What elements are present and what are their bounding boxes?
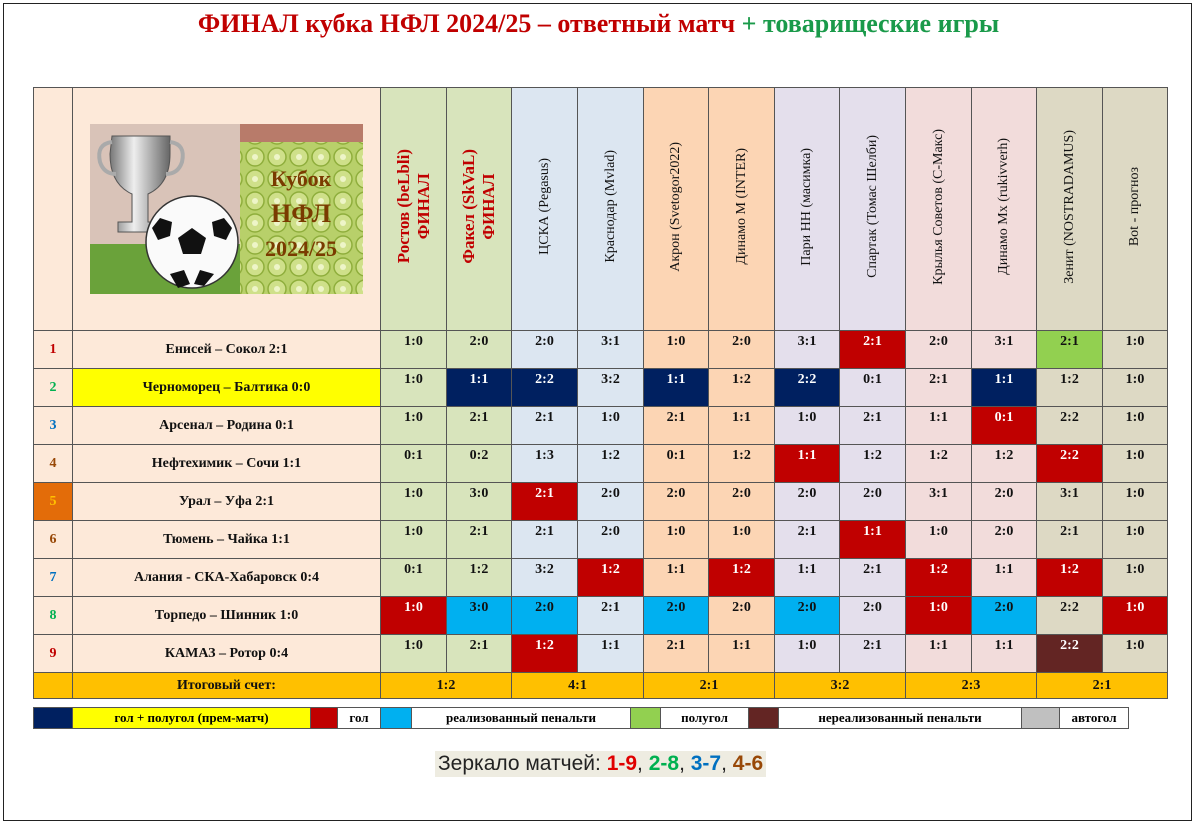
match-name: Арсенал – Родина 0:1: [73, 407, 381, 445]
match-name: Черноморец – Балтика 0:0: [73, 369, 381, 407]
page-title: [0, 9, 1197, 39]
prediction-cell: 1:0: [1103, 597, 1168, 635]
title-friendly: + товарищеские игры: [741, 9, 1000, 38]
total-score: 1:2: [381, 673, 512, 699]
legend-goal: гол: [338, 708, 381, 729]
match-name: Алания - СКА-Хабаровск 0:4: [73, 559, 381, 597]
prediction-cell: 3:1: [906, 483, 972, 521]
prediction-cell: 2:0: [512, 331, 578, 369]
prediction-cell: 2:2: [1037, 407, 1103, 445]
prediction-cell: 1:1: [578, 635, 644, 673]
prediction-cell: 1:1: [775, 445, 840, 483]
column-header: [972, 88, 1037, 331]
prediction-cell: 2:1: [840, 559, 906, 597]
column-team: Спартак (Томас Шелби): [864, 135, 880, 278]
table-row: [34, 445, 1168, 483]
prediction-cell: 2:1: [447, 521, 512, 559]
header-row: [34, 88, 1168, 331]
column-team: Ростов (beLbli): [393, 149, 413, 264]
prediction-cell: 1:2: [972, 445, 1037, 483]
prediction-cell: 3:0: [447, 483, 512, 521]
prediction-cell: 2:0: [578, 483, 644, 521]
prediction-cell: 1:1: [972, 369, 1037, 407]
prediction-cell: 1:2: [840, 445, 906, 483]
logo-line-2: НФЛ: [271, 199, 331, 228]
totals-label: Итоговый счет:: [73, 673, 381, 699]
prediction-cell: 2:1: [1037, 521, 1103, 559]
column-team: Пари НН (масимка): [799, 147, 814, 266]
prediction-cell: 2:1: [512, 521, 578, 559]
prediction-cell: 2:1: [1037, 331, 1103, 369]
prediction-cell: 2:0: [840, 483, 906, 521]
prediction-cell: 2:1: [840, 635, 906, 673]
prediction-cell: 1:2: [447, 559, 512, 597]
prediction-cell: 1:2: [578, 559, 644, 597]
prediction-cell: 2:0: [644, 597, 709, 635]
column-team: Динамо Мх (rukivverh): [996, 138, 1011, 275]
prediction-cell: 2:0: [644, 483, 709, 521]
prediction-cell: 1:0: [381, 483, 447, 521]
column-header: [840, 88, 906, 331]
prediction-cell: 2:0: [578, 521, 644, 559]
total-score: 2:1: [644, 673, 775, 699]
prediction-cell: 1:0: [578, 407, 644, 445]
prediction-cell: 0:1: [840, 369, 906, 407]
prediction-cell: 3:1: [775, 331, 840, 369]
prediction-cell: 2:0: [709, 331, 775, 369]
table-row: [34, 597, 1168, 635]
prediction-cell: 2:2: [1037, 597, 1103, 635]
header-logo-cell: [73, 88, 381, 331]
prediction-cell: 1:0: [381, 597, 447, 635]
prediction-cell: 2:1: [447, 407, 512, 445]
column-header: [906, 88, 972, 331]
column-team: Зенит (NOSTRADAMUS): [1061, 129, 1077, 284]
table-row: [34, 331, 1168, 369]
prediction-cell: 1:2: [709, 559, 775, 597]
prediction-cell: 1:1: [906, 407, 972, 445]
table-row: [34, 483, 1168, 521]
prediction-cell: 2:0: [972, 483, 1037, 521]
prediction-cell: 1:0: [709, 521, 775, 559]
column-title: [931, 129, 947, 285]
prediction-cell: 1:2: [906, 445, 972, 483]
row-number: 5: [34, 483, 73, 521]
prediction-cell: 2:2: [512, 369, 578, 407]
prediction-cell: 1:0: [1103, 635, 1168, 673]
totals-corner: [34, 673, 73, 699]
prediction-cell: 1:1: [972, 635, 1037, 673]
prediction-cell: 2:1: [447, 635, 512, 673]
prediction-cell: 2:1: [578, 597, 644, 635]
prediction-cell: 2:1: [775, 521, 840, 559]
prediction-cell: 1:0: [1103, 521, 1168, 559]
prediction-cell: 1:0: [775, 407, 840, 445]
prediction-cell: 1:1: [644, 559, 709, 597]
total-score: 3:2: [775, 673, 906, 699]
column-team: Динамо М (INTER): [733, 148, 749, 265]
prediction-cell: 2:1: [840, 331, 906, 369]
row-number: 8: [34, 597, 73, 635]
prediction-cell: 2:0: [775, 597, 840, 635]
prediction-cell: 2:0: [709, 483, 775, 521]
row-number: 4: [34, 445, 73, 483]
prediction-cell: 2:0: [709, 597, 775, 635]
prediction-cell: 1:2: [709, 369, 775, 407]
header-corner: [34, 88, 73, 331]
column-title: [865, 135, 881, 278]
legend-own: автогол: [1060, 708, 1129, 729]
match-name: КАМАЗ – Ротор 0:4: [73, 635, 381, 673]
column-title: [1127, 167, 1143, 246]
column-tag: ФИНАЛ: [413, 173, 433, 240]
column-title: [459, 149, 499, 264]
row-number: 7: [34, 559, 73, 597]
prediction-cell: 2:0: [447, 331, 512, 369]
prediction-cell: 1:0: [1103, 331, 1168, 369]
mirror-pair: 3-7: [690, 752, 722, 775]
match-name: Енисей – Сокол 2:1: [73, 331, 381, 369]
column-title: [603, 150, 619, 263]
column-header: [447, 88, 512, 331]
column-title: [394, 149, 434, 263]
logo-line-3: 2024/25: [264, 236, 338, 261]
table-row: [34, 369, 1168, 407]
match-name: Тюмень – Чайка 1:1: [73, 521, 381, 559]
legend-missed: нереализованный пенальти: [779, 708, 1022, 729]
prediction-cell: 1:0: [1103, 445, 1168, 483]
column-team: Акрон (Svetogor2022): [668, 141, 683, 272]
prediction-cell: 1:0: [1103, 559, 1168, 597]
column-title: [996, 138, 1012, 275]
prediction-cell: 1:2: [709, 445, 775, 483]
prediction-cell: 1:0: [381, 369, 447, 407]
prediction-cell: 1:0: [1103, 483, 1168, 521]
prediction-cell: 2:2: [775, 369, 840, 407]
row-number: 3: [34, 407, 73, 445]
prediction-cell: 3:1: [578, 331, 644, 369]
prediction-cell: 1:0: [906, 521, 972, 559]
legend-penalty: реализованный пенальти: [412, 708, 631, 729]
table-row: [34, 635, 1168, 673]
prediction-cell: 0:1: [972, 407, 1037, 445]
prediction-cell: 0:1: [644, 445, 709, 483]
row-number: 1: [34, 331, 73, 369]
total-score: 2:1: [1037, 673, 1168, 699]
legend-swatch-own: [1022, 708, 1060, 729]
prediction-cell: 1:0: [644, 521, 709, 559]
table-row: [34, 521, 1168, 559]
total-score: 2:3: [906, 673, 1037, 699]
prediction-cell: 1:2: [512, 635, 578, 673]
column-team: Краснодар (Mvlad): [602, 150, 618, 263]
legend-swatch-missed: [749, 708, 779, 729]
table-row: [34, 559, 1168, 597]
legend-half: полугол: [661, 708, 749, 729]
prediction-cell: 1:0: [1103, 407, 1168, 445]
prediction-cell: 2:1: [840, 407, 906, 445]
column-title: [1062, 130, 1078, 284]
mirror-note: Зеркало матчей: 1-9, 2-8, 3-7, 4-6: [435, 751, 766, 777]
column-header: [578, 88, 644, 331]
prediction-cell: 2:2: [1037, 635, 1103, 673]
prediction-cell: 2:1: [512, 483, 578, 521]
prediction-cell: 2:1: [644, 407, 709, 445]
column-header: [512, 88, 578, 331]
prediction-cell: 2:0: [972, 597, 1037, 635]
prediction-cell: 1:2: [906, 559, 972, 597]
row-number: 9: [34, 635, 73, 673]
column-team: Bot - прогноз: [1127, 166, 1142, 247]
prediction-cell: 2:0: [906, 331, 972, 369]
prediction-cell: 1:1: [709, 407, 775, 445]
prediction-cell: 0:1: [381, 559, 447, 597]
prediction-cell: 3:2: [512, 559, 578, 597]
legend-swatch-goal: [311, 708, 338, 729]
results-table: [33, 87, 1168, 699]
prediction-cell: 3:1: [972, 331, 1037, 369]
prediction-cell: 1:1: [775, 559, 840, 597]
prediction-cell: 1:0: [381, 521, 447, 559]
mirror-label: Зеркало матчей:: [438, 752, 601, 775]
prediction-cell: 1:3: [512, 445, 578, 483]
prediction-cell: 2:2: [1037, 445, 1103, 483]
prediction-cell: 0:1: [381, 445, 447, 483]
prediction-cell: 1:0: [381, 635, 447, 673]
table-row: [34, 407, 1168, 445]
cup-logo: [90, 124, 363, 294]
prediction-cell: 1:1: [709, 635, 775, 673]
prediction-cell: 1:0: [644, 331, 709, 369]
prediction-cell: 1:1: [906, 635, 972, 673]
legend-swatch-premium: [34, 708, 73, 729]
column-team: ЦСКА (Pegasus): [536, 158, 552, 255]
prediction-cell: 2:0: [840, 597, 906, 635]
column-tag: ФИНАЛ: [479, 173, 498, 240]
legend-swatch-penalty: [381, 708, 412, 729]
mirror-pair: 4-6: [732, 752, 764, 775]
row-number: 6: [34, 521, 73, 559]
prediction-cell: 1:1: [644, 369, 709, 407]
column-header: [775, 88, 840, 331]
column-header: [709, 88, 775, 331]
match-name: Урал – Уфа 2:1: [73, 483, 381, 521]
column-header: [1103, 88, 1168, 331]
prediction-cell: 2:1: [906, 369, 972, 407]
prediction-cell: 1:0: [381, 331, 447, 369]
prediction-cell: 1:0: [1103, 369, 1168, 407]
prediction-cell: 0:2: [447, 445, 512, 483]
cup-logo-art: [90, 124, 363, 294]
column-title: [668, 142, 684, 272]
total-score: 4:1: [512, 673, 644, 699]
column-title: [537, 158, 553, 255]
legend: [33, 707, 1129, 729]
prediction-cell: 2:0: [512, 597, 578, 635]
totals-row: [34, 673, 1168, 699]
column-team: Крылья Советов (C-Макс): [930, 128, 946, 285]
prediction-cell: 2:1: [644, 635, 709, 673]
prediction-cell: 1:0: [906, 597, 972, 635]
prediction-cell: 3:0: [447, 597, 512, 635]
column-header: [644, 88, 709, 331]
prediction-cell: 1:2: [1037, 369, 1103, 407]
prediction-cell: 1:1: [447, 369, 512, 407]
mirror-pair: 2-8: [648, 752, 680, 775]
prediction-cell: 1:1: [840, 521, 906, 559]
legend-premium: гол + полугол (прем-матч): [73, 708, 311, 729]
prediction-cell: 1:2: [1037, 559, 1103, 597]
logo-line-1: Кубок: [270, 166, 332, 191]
column-title: [799, 148, 815, 266]
match-name: Торпедо – Шинник 1:0: [73, 597, 381, 635]
prediction-cell: 2:0: [972, 521, 1037, 559]
prediction-cell: 1:0: [381, 407, 447, 445]
column-team: Факел (SkVaL): [459, 149, 478, 264]
legend-swatch-half: [631, 708, 661, 729]
match-name: Нефтехимик – Сочи 1:1: [73, 445, 381, 483]
mirror-pair: 1-9: [606, 752, 638, 775]
title-main: ФИНАЛ кубка НФЛ 2024/25 – ответный матч: [197, 9, 736, 38]
column-header: [1037, 88, 1103, 331]
prediction-cell: 2:0: [775, 483, 840, 521]
prediction-cell: 3:2: [578, 369, 644, 407]
column-title: [734, 148, 750, 265]
prediction-cell: 1:1: [972, 559, 1037, 597]
prediction-cell: 1:0: [775, 635, 840, 673]
row-number: 2: [34, 369, 73, 407]
prediction-cell: 2:1: [512, 407, 578, 445]
prediction-cell: 3:1: [1037, 483, 1103, 521]
prediction-cell: 1:2: [578, 445, 644, 483]
column-header: [381, 88, 447, 331]
